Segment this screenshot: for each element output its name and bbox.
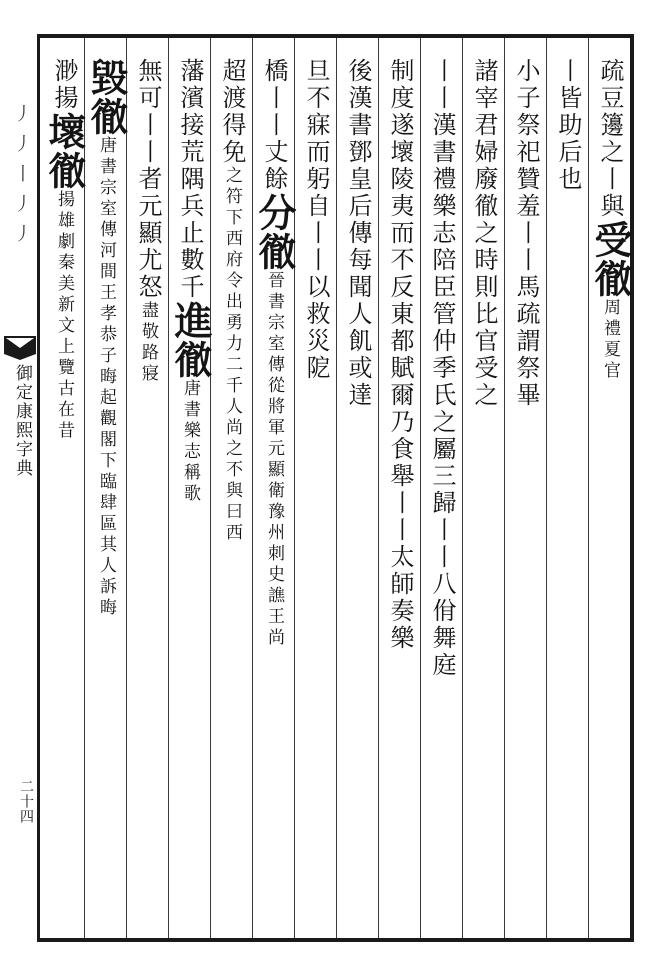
column-divider [168,38,169,938]
column-divider [378,38,379,938]
entry-headword: 壞徹 [42,112,87,190]
fold-marks: 丿丿丨丿丿 [11,104,32,254]
column-text: 諸宰君婦廢徹之時則比官受之 [470,58,498,409]
column-text: 旦不寐而躬自丨丨以救災阸 [302,58,330,382]
column-divider [210,38,211,938]
entry-headword: 受徹 [588,220,633,298]
entry-source: 唐書樂志稱歌 [180,379,200,505]
column-divider [252,38,253,938]
text-column [548,58,588,926]
column-text: 無可丨丨者元顯尤怒 [134,58,162,301]
text-column [380,58,420,926]
entry-source: 周禮夏官 [600,298,620,382]
column-text: 制度遂壞陵夷而不反東都賦爾乃食舉丨丨太師奏樂 [386,58,414,652]
book-title: 御定康熙字典 [12,364,32,478]
text-column [422,58,462,926]
column-divider [420,38,421,938]
entry-source: 唐書宗室傳河間王孝恭子晦起觀閣下臨肆區其人訴晦 [96,136,116,619]
column-text: 渺 [50,58,78,85]
column-divider [336,38,337,938]
column-text: 小子祭祀贊羞丨丨馬疏謂祭畢 [512,58,540,409]
column-divider [462,38,463,938]
column-divider [294,38,295,938]
text-column [84,58,129,926]
entry-headword: 進徹 [168,301,213,379]
text-column [212,58,252,926]
column-text: 超渡得免 [218,58,246,166]
text-column [296,58,336,926]
column-text: 丨丨漢書禮樂志陪臣管仲季氏之屬三歸丨丨八佾舞庭 [428,58,456,679]
column-text: 丨皆助后也 [554,58,582,193]
column-text: 揚 [50,85,78,112]
text-column [338,58,378,926]
column-divider [126,38,127,938]
text-column [42,58,87,926]
entry-headword: 分徹 [252,193,297,271]
column-text: 後漢書鄧皇后傳每聞人飢或達 [344,58,372,409]
column-divider [588,38,589,938]
entry-note: 盡敬路寢 [138,301,158,385]
entry-headword: 毀徹 [84,58,129,136]
text-column [506,58,546,926]
column-text: 藩濱接荒隅兵止數千 [176,58,204,301]
column-text: 橋丨丨丈餘 [260,58,288,193]
text-column [464,58,504,926]
page-number: 二十四 [18,779,34,824]
entry-note: 之符下西府令出勇力二千人尚之不與曰西 [222,166,242,544]
entry-source: 揚雄劇秦美新文上覽古在昔 [54,190,74,442]
text-column [128,58,168,926]
page-fold-margin [0,34,40,942]
text-column [168,58,213,926]
column-text: 疏豆籩之丨與 [596,58,624,220]
fish-tail-ornament-icon [2,334,38,362]
entry-source: 晉書宗室傳從將軍元顯衛豫州刺史譙王尚 [264,271,284,649]
column-divider [546,38,547,938]
column-divider [504,38,505,938]
text-column [252,58,297,926]
text-column [588,58,633,926]
